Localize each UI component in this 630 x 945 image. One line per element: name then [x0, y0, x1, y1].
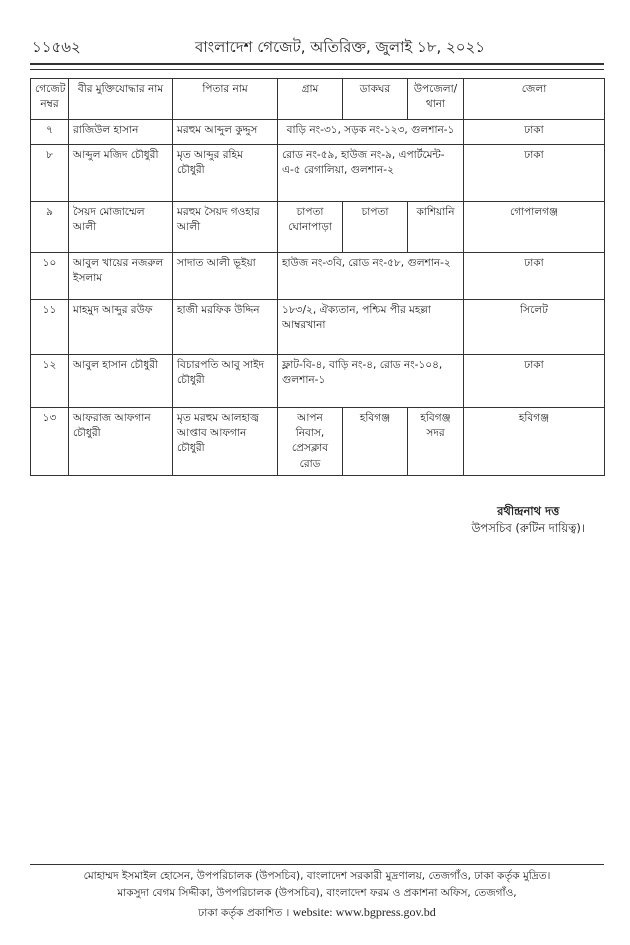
col-gazette-no: গেজেট নম্বর	[31, 79, 69, 120]
fighter-name: আবুল খায়ের নজরুল ইসলাম	[69, 253, 173, 300]
district: সিলেট	[464, 300, 605, 355]
header-rule	[30, 63, 604, 70]
address: হাউজ নং-৩বি, রোড নং-৫৮, গুলশান-২	[278, 253, 464, 300]
district: ঢাকা	[464, 253, 605, 300]
signatory-name: রথীন্দ্রনাথ দত্ত	[497, 504, 560, 518]
col-village: গ্রাম	[278, 79, 343, 120]
gazette-number: ৮	[31, 145, 69, 202]
gazette-number: ১৩	[31, 408, 69, 476]
father-name: সাদাত আলী ভূইয়া	[173, 253, 278, 300]
gazette-title: বাংলাদেশ গেজেট, অতিরিক্ত, জুলাই ১৮, ২০২১	[194, 38, 485, 56]
upazila: হবিগঞ্জ সদর	[408, 408, 464, 476]
table-row	[31, 355, 605, 408]
village: চাপতা ঘোনাপাড়া	[278, 202, 343, 253]
col-district: জেলা	[464, 79, 605, 120]
col-upazila: উপজেলা/ থানা	[408, 79, 464, 120]
address: ফ্লাট-বি-৪, বাড়ি নং-৪, রোড নং-১০৪, গুলশান-১	[278, 355, 464, 408]
gazette-number: ৭	[31, 120, 69, 145]
fighter-name: মাহমুদ আব্দুর রউফ	[69, 300, 173, 355]
col-father: পিতার নাম	[173, 79, 278, 120]
table-row	[31, 145, 605, 202]
gazette-number: ৯	[31, 202, 69, 253]
freedom-fighters-table	[30, 78, 605, 476]
address: বাড়ি নং-৩১, সড়ক নং-১২৩, গুলশান-১	[278, 120, 464, 145]
address: রোড নং-৫৯, হাউজ নং-৯, এপার্টমেন্ট-এ-৫ রেগালিয়া, গুলশান-২	[278, 145, 464, 202]
footer	[30, 868, 604, 922]
col-post-office: ডাকঘর	[343, 79, 408, 120]
fighter-name: আফরাজ আফগান চৌধুরী	[69, 408, 173, 476]
gazette-number: ১২	[31, 355, 69, 408]
table-row	[31, 408, 605, 476]
district: ঢাকা	[464, 120, 605, 145]
village: আপন নিবাস, প্রেসক্লাব রোড	[278, 408, 343, 476]
fighter-name: রাজিউল হাসান	[69, 120, 173, 145]
footer-line-2: মাকসুদা বেগম সিদ্দীকা, উপপরিচালক (উপসচিব), বাংলাদেশ ফরম ও প্রকাশনা অফিস, তেজগাঁও,	[117, 887, 517, 900]
post-office: চাপতা	[343, 202, 408, 253]
signature-block	[471, 503, 585, 538]
father-name: হাজী মরফিক উদ্দিন	[173, 300, 278, 355]
table-row	[31, 202, 605, 253]
page-number: ১১৫৬২	[32, 38, 81, 56]
district: হবিগঞ্জ	[464, 408, 605, 476]
gazette-number: ১১	[31, 300, 69, 355]
fighter-name: আবুল হাসান চৌধুরী	[69, 355, 173, 408]
father-name: বিচারপতি আবু সাইদ চৌধুরী	[173, 355, 278, 408]
father-name: মৃত মরহুম আলহাজ্ব আপ্তাব আফগান চৌধুরী	[173, 408, 278, 476]
col-name: বীর মুক্তিযোদ্ধার নাম	[69, 79, 173, 120]
post-office: হবিগঞ্জ	[343, 408, 408, 476]
footer-rule	[30, 864, 604, 865]
footer-line-3: ঢাকা কর্তৃক প্রকাশিত ।	[198, 906, 290, 919]
father-name: মৃত আব্দুর রহিম চৌধুরী	[173, 145, 278, 202]
signatory-designation: উপসচিব (রুটিন দায়িত্ব)।	[471, 521, 585, 536]
website-link[interactable]: website: www.bgpress.gov.bd	[292, 904, 436, 919]
father-name: মরহুম সৈয়দ গওহার আলী	[173, 202, 278, 253]
gazette-number: ১০	[31, 253, 69, 300]
table-row	[31, 300, 605, 355]
district: ঢাকা	[464, 145, 605, 202]
upazila: কাশিয়ানি	[408, 202, 464, 253]
table-header-row	[31, 79, 605, 120]
fighter-name: আব্দুল মজিদ চৌধুরী	[69, 145, 173, 202]
address: ১৮৩/২, ঐক্যতান, পশ্চিম পীর মহল্লা আম্বরখানা	[278, 300, 464, 355]
table-row	[31, 120, 605, 145]
footer-line-1: মোহাম্মদ ইসমাইল হোসেন, উপপরিচালক (উপসচিব), বাংলাদেশ সরকারী মুদ্রণালয়, তেজগাঁও, ঢাকা কর্তৃক মুদ্রিত।	[83, 870, 551, 882]
district: ঢাকা	[464, 355, 605, 408]
father-name: মরহুম আব্দুল কুদ্দুস	[173, 120, 278, 145]
fighter-name: সৈয়দ মোজাম্মেল আলী	[69, 202, 173, 253]
district: গোপালগঞ্জ	[464, 202, 605, 253]
table-row	[31, 253, 605, 300]
